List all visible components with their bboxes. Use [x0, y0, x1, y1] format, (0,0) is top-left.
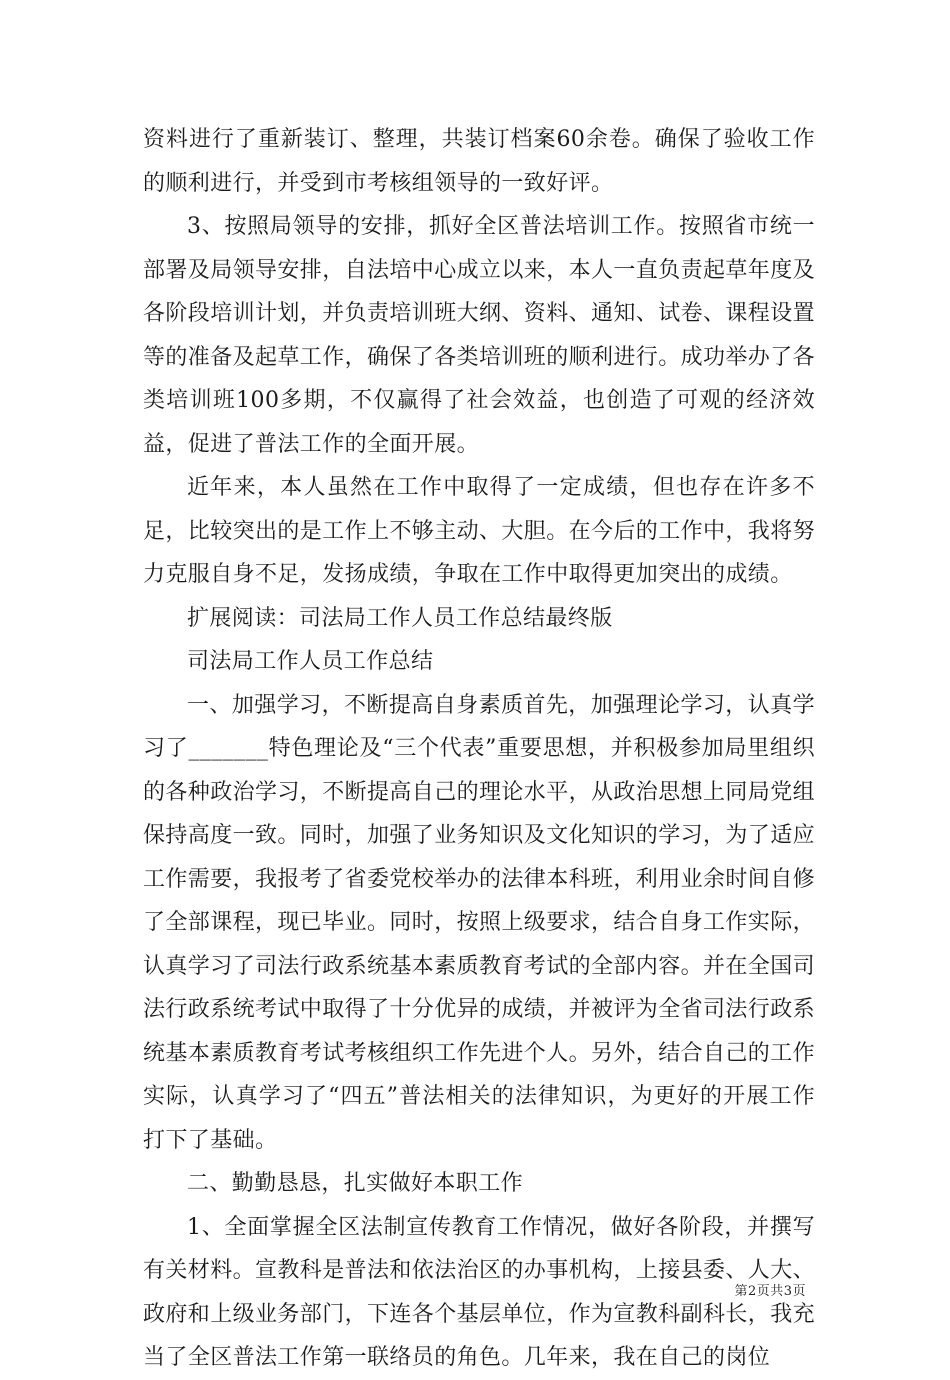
section-title: 司法局工作人员工作总结	[187, 649, 434, 674]
paragraph-study: 一、加强学习，不断提高自身素质首先，加强理论学习，认真学习了_______特色理论及“三个代表”重要思想，并积极参加局里组织的各种政治学习，不断提高自己的理论水平，从政治思想上同局党组保持高度一致。同时，加强了业务知识及文化知识的学习，为了适应工作需要，我报考了省委党校举办的法律本科班，利用业余时间自修了全部课程，现已毕业。同时，按照上级要求，结合自身工作实际，认真学习了司法行政系统基本素质教育考试的全部内容。并在全国司法行政系统考试中取得了十分优异的成绩，并被评为全省司法行政系统基本素质教育考试考核组织工作先进个人。另外，结合自己的工作实际，认真学习了“四五”普法相关的法律知识，为更好的开展工作打下了基础。	[143, 692, 816, 1153]
paragraph-duty-1: 1、全面掌握全区法制宣传教育工作情况，做好各阶段，并撰写有关材料。宣教科是普法和依法治区的办事机构，上接县委、人大、政府和上级业务部门，下连各个基层单位，作为宣教科副科长，我充当了全区普法工作第一联络员的角色。几年来，我在自己的岗位	[143, 1214, 816, 1370]
page-number: 第2页共3页	[734, 1284, 806, 1299]
paragraph-2: 3、按照局领导的安排，抓好全区普法培训工作。按照省市统一部署及局领导安排，自法培中心成立以来，本人一直负责起草年度及各阶段培训计划，并负责培训班大纲、资料、通知、试卷、课程设置等的准备及起草工作，确保了各类培训班的顺利进行。成功举办了各类培训班100多期，不仅赢得了社会效益，也创造了可观的经济效益，促进了普法工作的全面开展。	[143, 214, 816, 457]
section-heading-duty: 二、勤勤恳恳，扎实做好本职工作	[187, 1171, 524, 1196]
document-body	[143, 118, 815, 1380]
extended-reading-heading: 扩展阅读：司法局工作人员工作总结最终版	[187, 605, 613, 631]
paragraph-1: 资料进行了重新装订、整理，共装订档案60余卷。确保了验收工作的顺利进行，并受到市考核组领导的一致好评。	[143, 127, 815, 196]
paragraph-3: 近年来，本人虽然在工作中取得了一定成绩，但也存在许多不足，比较突出的是工作上不够主动、大胆。在今后的工作中，我将努力克服自身不足，发扬成绩，争取在工作中取得更加突出的成绩。	[143, 475, 816, 587]
